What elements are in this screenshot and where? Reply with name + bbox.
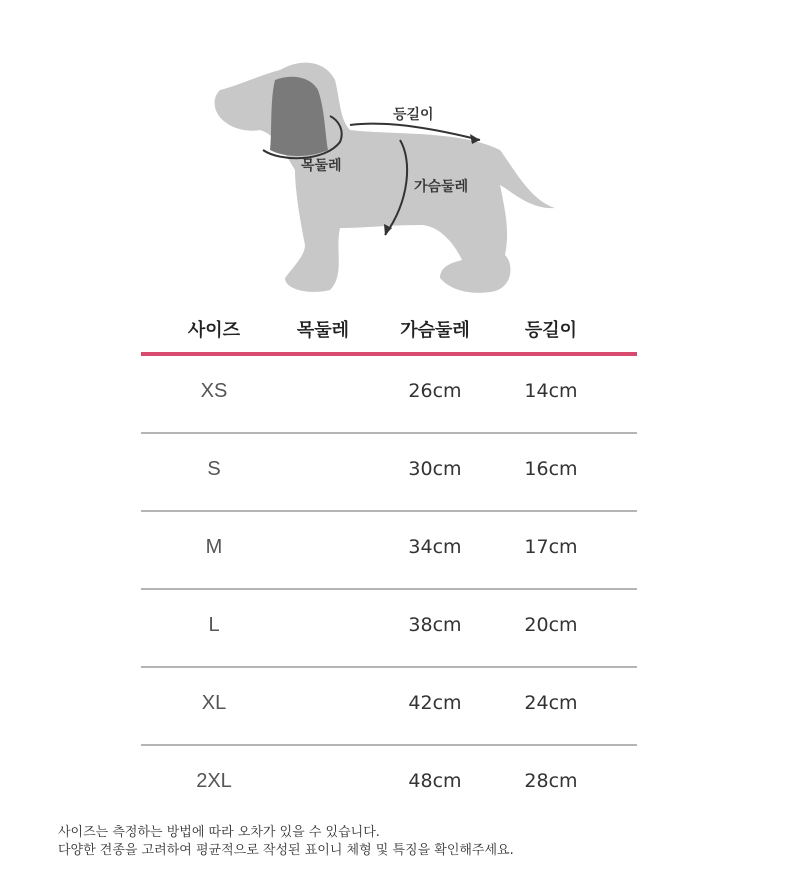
note-line: 다양한 견종을 고려하여 평균적으로 작성된 표이니 체형 및 특징을 확인해주세요. bbox=[58, 843, 514, 858]
chest-girth-label: 가슴둘레 bbox=[414, 179, 469, 195]
size-notes bbox=[58, 824, 514, 860]
header-neck: 목둘레 bbox=[296, 320, 350, 341]
size-cell: M bbox=[205, 536, 223, 558]
back-cell: 24cm bbox=[524, 692, 578, 714]
chest-cell: 34cm bbox=[408, 536, 462, 558]
size-cell: 2XL bbox=[196, 770, 232, 792]
table-row bbox=[141, 590, 637, 668]
table-header bbox=[141, 304, 637, 356]
chest-cell: 38cm bbox=[408, 614, 462, 636]
table-row bbox=[141, 356, 637, 434]
dog-silhouette-icon bbox=[200, 50, 570, 300]
size-cell: XL bbox=[201, 692, 227, 714]
back-cell: 20cm bbox=[524, 614, 578, 636]
chest-cell: 30cm bbox=[408, 458, 462, 480]
chest-cell: 42cm bbox=[408, 692, 462, 714]
header-size: 사이즈 bbox=[187, 320, 241, 341]
back-cell: 17cm bbox=[524, 536, 578, 558]
table-row bbox=[141, 434, 637, 512]
chest-cell: 26cm bbox=[408, 380, 462, 402]
dog-measurement-figure bbox=[200, 50, 570, 300]
size-cell: L bbox=[208, 614, 220, 636]
note-line: 사이즈는 측정하는 방법에 따라 오차가 있을 수 있습니다. bbox=[58, 825, 380, 840]
header-chest: 가슴둘레 bbox=[400, 320, 470, 341]
back-length-label: 등길이 bbox=[393, 107, 434, 123]
table-row bbox=[141, 512, 637, 590]
table-row bbox=[141, 668, 637, 746]
table-row bbox=[141, 746, 637, 822]
header-back: 등길이 bbox=[524, 320, 578, 341]
size-cell: XS bbox=[200, 380, 228, 402]
neck-girth-label: 목둘레 bbox=[301, 158, 342, 174]
back-cell: 28cm bbox=[524, 770, 578, 792]
back-cell: 16cm bbox=[524, 458, 578, 480]
size-table bbox=[141, 304, 637, 822]
chest-cell: 48cm bbox=[408, 770, 462, 792]
size-cell: S bbox=[207, 458, 221, 480]
back-cell: 14cm bbox=[524, 380, 578, 402]
